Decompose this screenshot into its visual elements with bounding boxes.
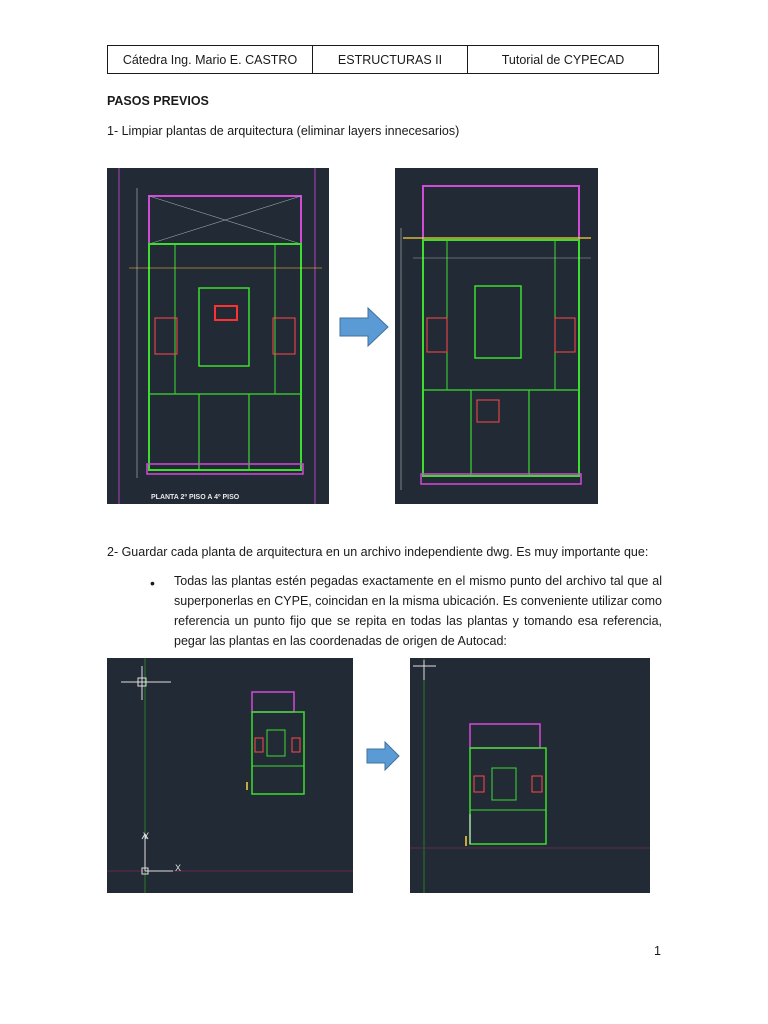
cad-plan-after-cleanup [395,168,598,504]
step-2-text: 2- Guardar cada planta de arquitectura en un archivo independiente dwg. Es muy importante que: [107,545,649,559]
right-arrow-icon [339,307,389,347]
page-number: 1 [654,944,661,958]
cad-plan-before-cleanup [107,168,329,504]
bullet-icon: • [150,575,155,591]
ucs-x-axis-label: X [175,863,182,873]
right-arrow-icon [366,741,400,771]
header-chair: Cátedra Ing. Mario E. CASTRO [108,46,313,73]
step-1-text: 1- Limpiar plantas de arquitectura (eliminar layers innecesarios) [107,124,460,138]
header-course: ESTRUCTURAS II [313,46,468,73]
section-title: PASOS PREVIOS [107,94,209,108]
cad-plan-far-from-origin [107,658,353,893]
plan-caption: PLANTA 2º PISO A 4º PISO [151,494,240,501]
header-table [107,45,659,74]
bullet-1-text: Todas las plantas estén pegadas exactamente en el mismo punto del archivo tal que al superponerlas en CYPE, coincidan en la misma ubicación. Es conveniente utilizar como referencia un punto fijo que se repita en todas las plantas y tomando esa referencia, pegar las plantas en las coordenadas de origen de Autocad: [174,574,662,648]
cad-plan-at-origin [410,658,650,893]
ucs-y-axis-label: Y [143,831,150,841]
header-tutorial: Tutorial de CYPECAD [501,52,625,67]
